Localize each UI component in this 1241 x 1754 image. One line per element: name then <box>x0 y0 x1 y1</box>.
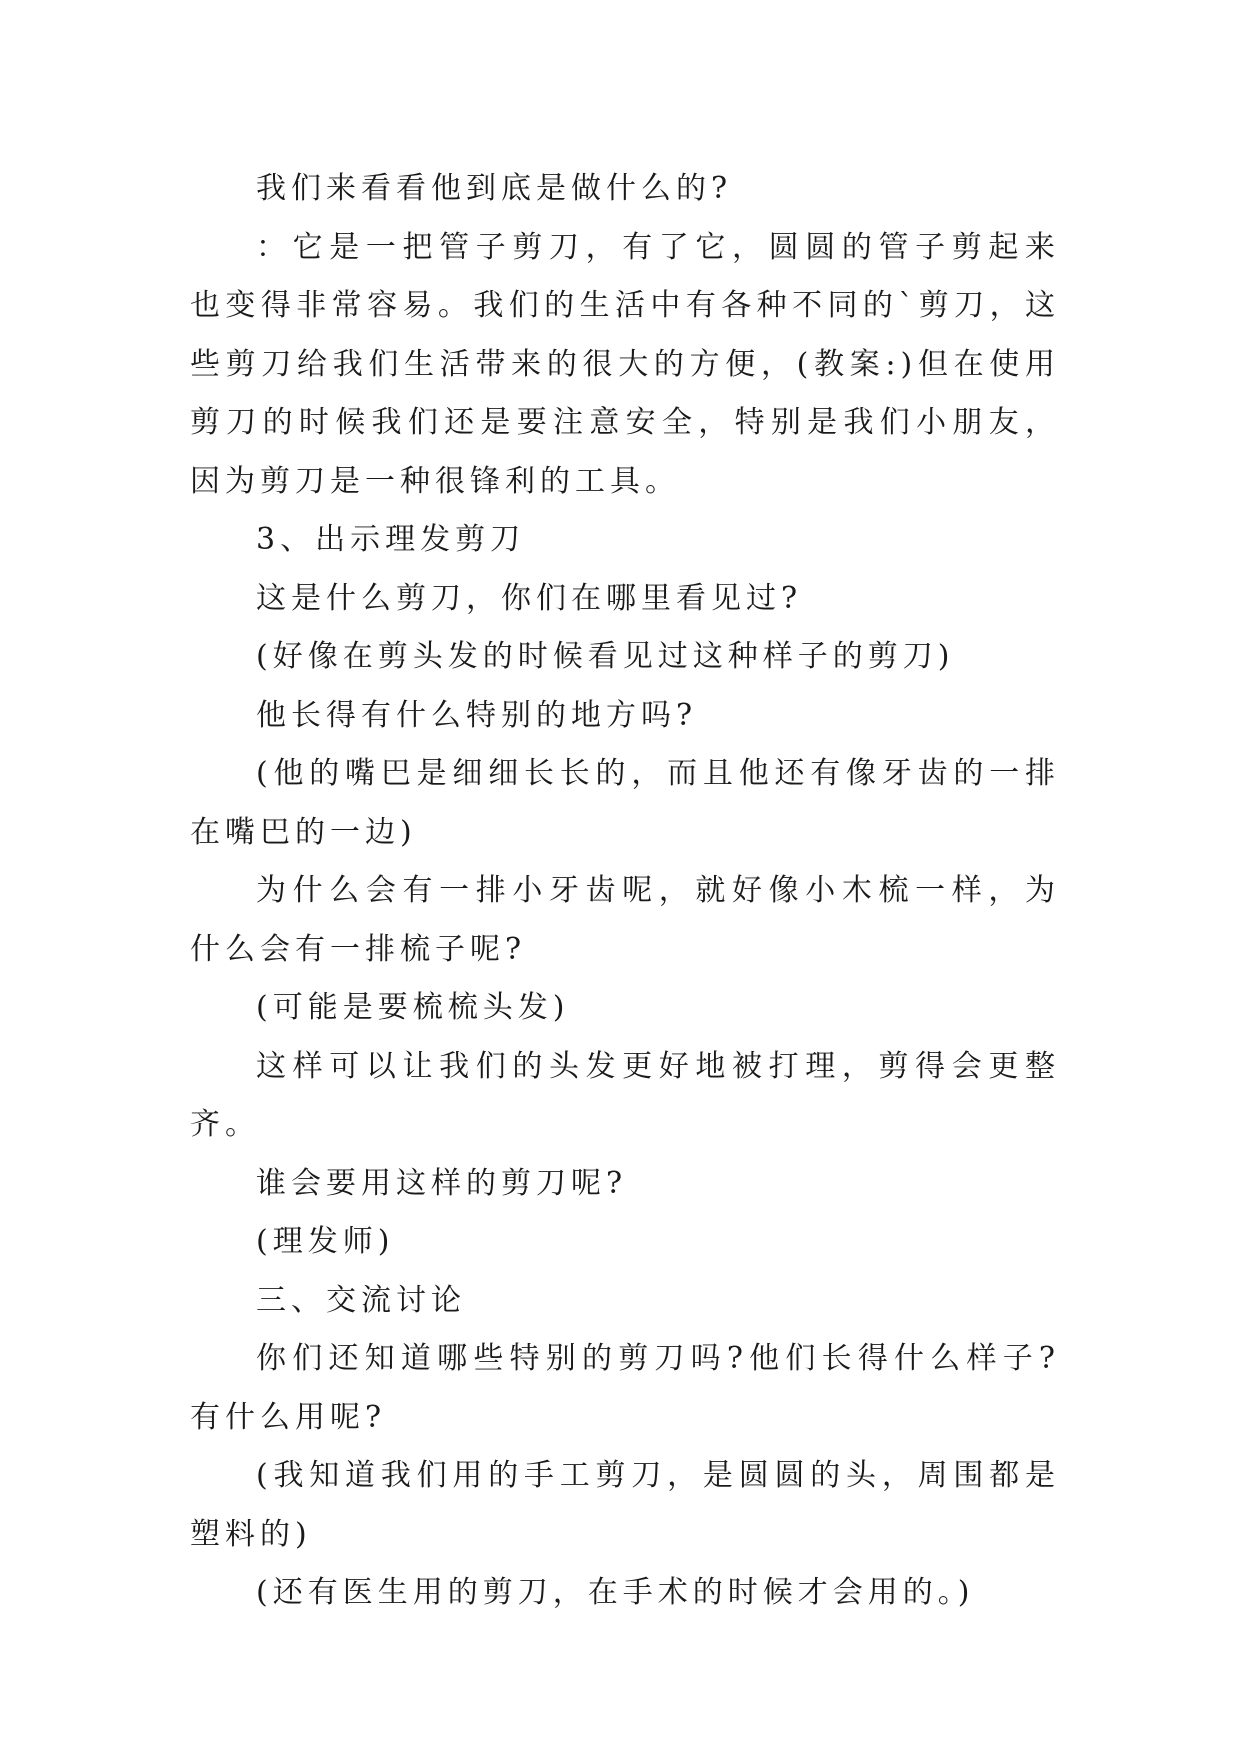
paragraph: (我知道我们用的手工剪刀，是圆圆的头，周围都是塑料的) <box>190 1458 1060 1552</box>
paragraph: 我们来看看他到底是做什么的? <box>256 171 733 206</box>
paragraph: (好像在剪头发的时候看见过这种样子的剪刀) <box>256 639 955 674</box>
paragraph: (他的嘴巴是细细长长的，而且他还有像牙齿的一排在嘴巴的一边) <box>190 756 1060 850</box>
paragraph: 他长得有什么特别的地方吗? <box>256 697 698 733</box>
paragraph: 为什么会有一排小牙齿呢，就好像小木梳一样，为什么会有一排梳子呢? <box>190 873 1060 967</box>
paragraph: 这是什么剪刀，你们在哪里看见过? <box>256 580 803 616</box>
paragraph: 三、交流讨论 <box>256 1282 466 1318</box>
document-body <box>190 160 1060 1623</box>
paragraph: 你们还知道哪些特别的剪刀吗?他们长得什么样子?有什么用呢? <box>190 1341 1060 1435</box>
paragraph: (理发师) <box>256 1224 395 1259</box>
paragraph: ：它是一把管子剪刀，有了它，圆圆的管子剪起来也变得非常容易。我们的生活中有各种不同的`剪刀，这些剪刀给我们生活带来的很大的方便，(教案:)但在使用剪刀的时候我们还是要注意安全，特别是我们小朋友，因为剪刀是一种很锋利的工具。 <box>190 229 1060 499</box>
paragraph: 这样可以让我们的头发更好地被打理，剪得会更整齐。 <box>190 1048 1060 1142</box>
paragraph: (可能是要梳梳头发) <box>256 990 570 1025</box>
paragraph: (还有医生用的剪刀，在手术的时候才会用的。) <box>256 1575 975 1610</box>
paragraph: 3、出示理发剪刀 <box>256 522 526 557</box>
paragraph: 谁会要用这样的剪刀呢? <box>256 1165 628 1201</box>
